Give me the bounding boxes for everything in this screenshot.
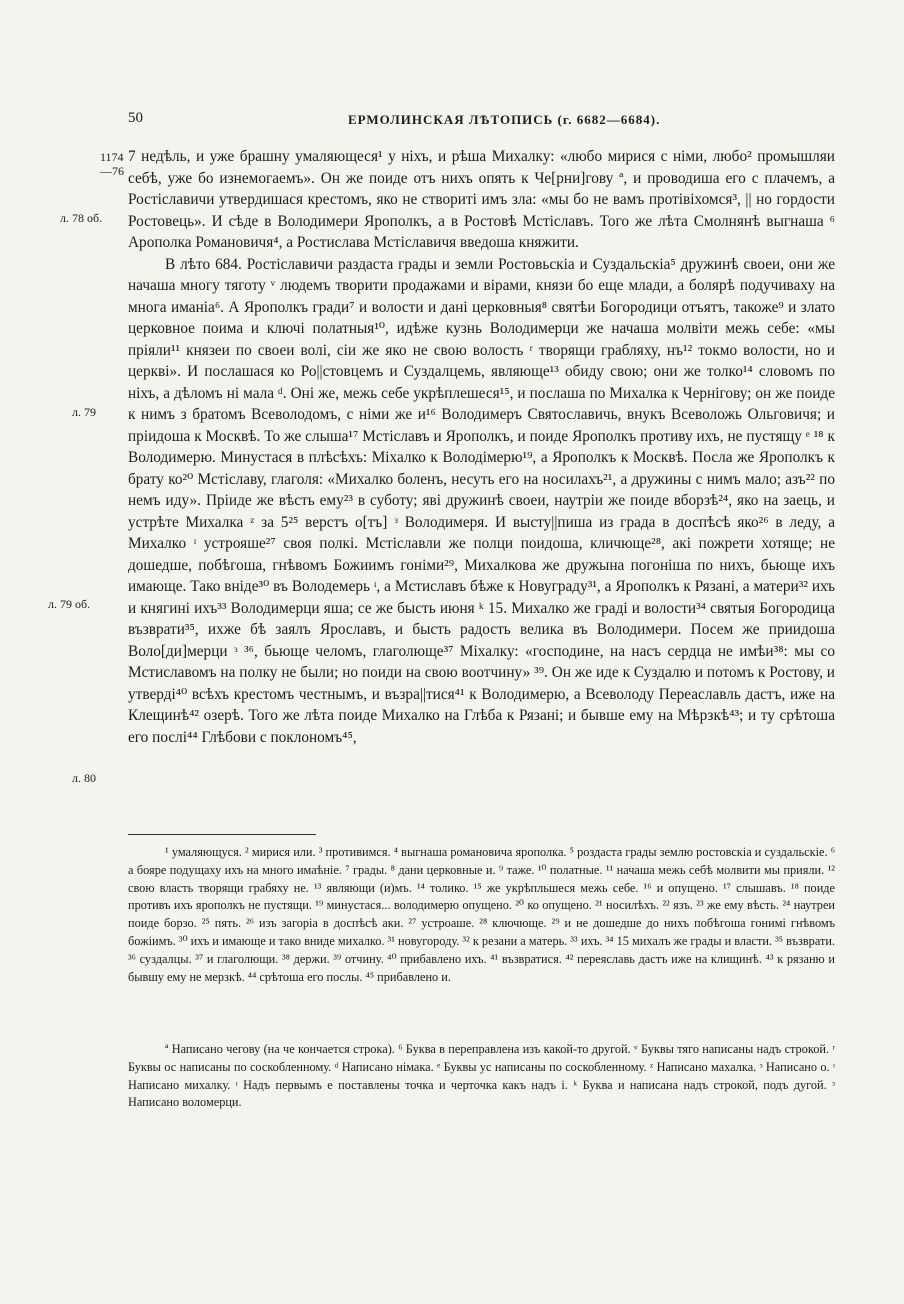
footnotes: ¹ умаляющуся. ² мирися или. ³ противимся. ⁴ выгнаша романовича ярополка. ⁵ роздаста грады землю ростовскiа и суздальскiе. ⁶ а бояре подущаху ихъ на много имаѣнiе. ⁷ грады. ⁸ дани церковные и. ⁹ таже. ¹⁰ полатные. ¹¹ начаша межь себѣ молвити мы прияли. ¹² свою власть творящи грабяху не. ¹³ являющи (и)мъ. ¹⁴ толико. ¹⁵ же укрѣпльшеся межь себе. ¹⁶ и опущено. ¹⁷ слышавъ. ¹⁸ поиде противъ ихъ ярополкъ не пустящи. ¹⁹ минустася... володимерю опущено. ²⁰ ко опущено. ²¹ носилѣхъ. ²² язъ. ²³ же ему вѣсть. ²⁴ наутреи поиде борзо. ²⁵ пять. ²⁶ изъ загорiа в доспѣсѣ аки. ²⁷ устроаше. ²⁸ ключюще. ²⁹ и не дошедше до нихъ побѣгоша гонимi гнѣвомъ божiимъ. ³⁰ ихъ и имающе и тако внидe михалко. ³¹ новугороду. ³² к резани а матерь. ³³ ихъ. ³⁴ 15 михалъ же грады и власти. ³⁵ възврати. ³⁶ суздалцы. ³⁷ и глаголющи. ³⁸ держи. ³⁹ отчину. ⁴⁰ прибавлено ихъ. ⁴¹ възвратися. ⁴² переяславь дастъ иже на клищинѣ. ⁴³ к рязаню и бывшу ему не мерзкѣ. ⁴⁴ срѣтоша его послы. ⁴⁵ прибавлено и. [128, 845, 835, 984]
editorial-notes: ª Написано чегову (на че кончается строка). ⁶ Буква в переправлена изъ какой-то другой. ᵛ Буквы тяго написаны надъ строкой. ʳ Буквы ос написаны по соскобленному. ᵈ Написано нiмака. ᵉ Буквы ус написаны по соскобленному. ᶻ Написано махалка. ᵌ Написано о. ᶦ Написано михалку. ᶦ Надъ первымъ е поставлены точка и черточка какъ надъ i. ᵏ Буква и написана надъ строкой, подъ дугой. ᵌ Написано воломерци. [128, 1042, 835, 1110]
margin-folio-79ob: л. 79 об. [48, 597, 91, 611]
page-number: 50 [128, 110, 143, 126]
paragraph-1: 7 недѣль, и уже брашну умаляющеся¹ у нiхъ, и рѣша Михалку: «любо мирися с нiми, любо² промышляи себѣ, уже бо изнемогаемъ». Он же поиде отъ нихъ опять к Че[рни]гову ª, и проводиша его с плачемъ, а Ростiславичи утвердишася крестомъ, яко не створитi имъ зла: «мы бо не вамъ протiвiхомся³, || но гордости Ростовець». И сѣде в Володимери Ярополкъ, а в Ростовѣ Мстiславъ. Того же лѣта Смолнянѣ выгнаша ⁶ Арополка Романовичя⁴, а Ростислава Мстiславичя введоша княжити. [128, 148, 835, 251]
paragraph-2: В лѣто 684. Ростiславичи раздаста грады и земли Ростовьскiа и Суздальскiа⁵ дружинѣ своеи, они же начаша многу тяготу ᵛ людемъ творити продажами и вiрами, князи бо еще млади, а болярѣ подучиваху на многа иманiа⁶. А Ярополкъ гради⁷ и волости и данi церковныя⁸ святѣи Богородици отъятъ, такоже⁹ и злато церковное поима и ключi полатныя¹⁰, идѣже кузнь Володимерци же начаша молвiти межь себе: «мы прiяли¹¹ князеи по своеи волi, сiи же яко не свою волость ʳ творящи грабляху, нъ¹² токмо волости, но и церкві». И послашася ко Ро||стовцемъ и Суздалцемь, являюще¹³ обиду свою; они же толко¹⁴ словомъ по нiхъ, а дѣломъ нi мала ᵈ. Оні же, межь себе укрѣплешеся¹⁵, и послаша по Михалка к Чернiгову; он же поиде к нимъ з братомъ Всеволодомъ, с нiми же и¹⁶ Володимеръ Святославичь, внукъ Всеволожь Ольговичя; и прiидоша к Москвѣ. То же слыша¹⁷ Мстiславъ и Ярополкъ, и поиде Ярополкъ противу ихъ, не пустящу ᵉ ¹⁸ к Володимерю. Минустася в плѣсѣхъ: Мiхалко к Володiмерю¹⁹, а Ярополкъ к Москвѣ. Посла же Ярополкъ к брату ко²⁰ Мстiславу, глаголя: «Михалко боленъ, несуть его на носилахъ²¹, а дружины с нимъ мало; азъ²² по немъ иду». Прiиде же вѣсть ему²³ в суботу; явi дружинѣ своеи, наутрiи же поиде вборзѣ²⁴, яко на заець, и устрѣте Михалка ᶻ за 5²⁵ верстъ о[тъ] ᵌ Володимеря. И высту||пиша из града в доспѣсѣ яко²⁶ в леду, а Михалко ᶦ устрояше²⁷ своя полкi. Мстiславли же полци поидоша, кличюще²⁸, акi пожрети хотяще; не дошедше, побѣгоша, гнѣвомъ Божиимъ гонiми²⁹, Михалкова же дружына погонiша по нихъ, бьюще ихъ имающе. Тако внiде³⁰ въ Володемерь ᶦ, а Мстиславъ бѣже к Новуграду³¹, а Ярополкъ к Рязанi, а матери³² ихъ и княгинi ихъ³³ Володимерци яша; се же бысть июня ᵏ 15. Михалко же градi и волости³⁴ святыя Богородица възврати³⁵, ихже бѣ заялъ Ярославъ, и бысть радость велика въ Володимери. Посем же приидоша Воло[ди]мерци ᵌ ³⁶, бьюще челомъ, глаголюще³⁷ Мiхалку: «господине, на насъ сердца не имѣи³⁸: мы со Мстиславомъ на полку не были; но поиди на свою воотчину» ³⁹. Он же иде к Суздалю и потомъ к Ростову, и утвердi⁴⁰ всѣхъ крестомъ честнымъ, и възра||тися⁴¹ к Володимерю, а Всеволоду Переаславль дастъ, иже на Клещинѣ⁴² озерѣ. Того же лѣта поиде Михалко на Глѣба к Рязанi; и бывше ему на Мѣрзкѣ⁴³; и ту срѣтоша его послi⁴⁴ Глѣбови с поклономъ⁴⁵, [128, 255, 835, 746]
footnote-separator [128, 834, 316, 835]
margin-folio-78ob: л. 78 об. [60, 211, 103, 225]
margin-folio-80: л. 80 [72, 771, 96, 785]
margin-folio-79: л. 79 [72, 405, 96, 419]
main-text [128, 146, 835, 748]
margin-year: 1174 —76 [100, 150, 124, 178]
running-title: ЕРМОЛИНСКАЯ ЛѢТОПИСЬ (г. 6682—6684). [348, 112, 661, 127]
